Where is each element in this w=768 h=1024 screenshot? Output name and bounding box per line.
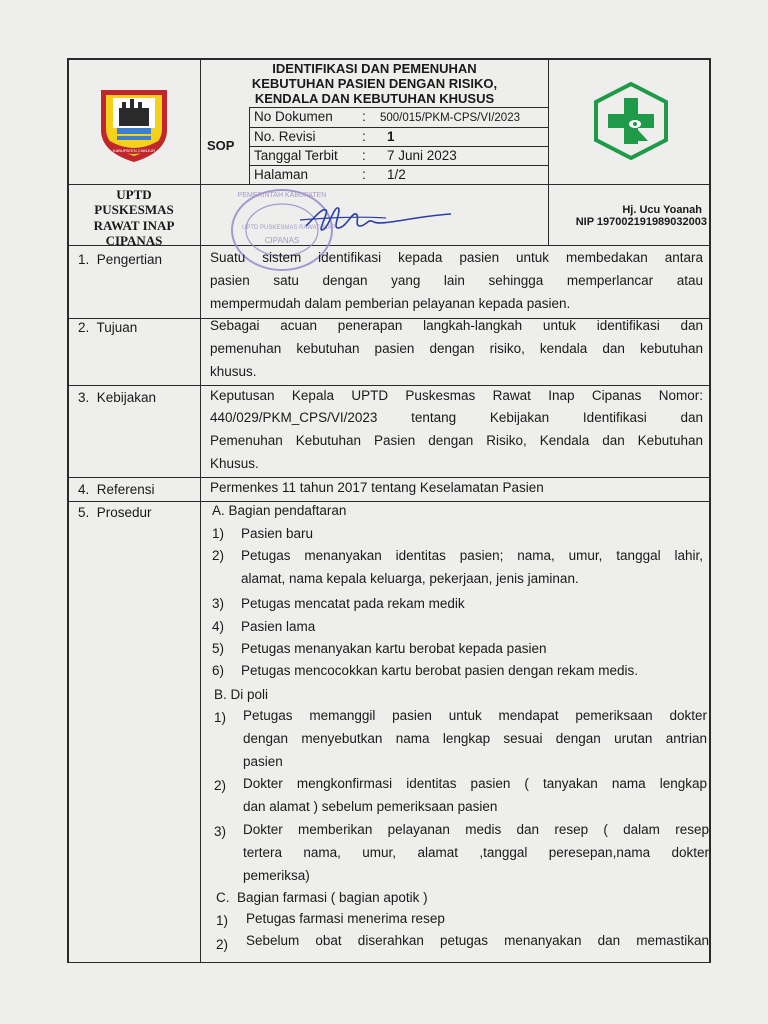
section-label-prosedur: 5. Prosedur (78, 505, 152, 520)
prosedur-b-heading: B. Di poli (214, 687, 269, 702)
section-label-tujuan: 2. Tujuan (78, 320, 138, 335)
prosedur-a-item-3: Petugas mencatat pada rekam medik (241, 596, 465, 611)
document-title-line-2: KEBUTUHAN PASIEN DENGAN RISIKO, (251, 76, 498, 91)
prosedur-a-item-6: Petugas mencocokkan kartu berobat pasien dengan rekam medis. (241, 663, 638, 678)
meta-row-line-1 (249, 127, 548, 128)
prosedur-a-num-3: 3) (212, 596, 225, 611)
prosedur-a-heading: A. Bagian pendaftaran (212, 503, 347, 518)
table-border-top (67, 58, 710, 60)
prosedur-c-item-1: Petugas farmasi menerima resep (246, 911, 445, 926)
org-name-line-3: RAWAT INAP (93, 218, 175, 233)
document-title-line-1: IDENTIFIKASI DAN PEMENUHAN (272, 61, 477, 76)
prosedur-a-item-2-line-1: Petugas menanyakan identitas pasien; nama, umur, tanggal lahir, (241, 548, 703, 563)
prosedur-a-num-4: 4) (212, 619, 225, 634)
prosedur-a-item-4: Pasien lama (241, 619, 316, 634)
meta-sep-tanggal-terbit: : (362, 148, 366, 163)
meta-sep-no-dokumen: : (362, 109, 366, 124)
section-label-kebijakan: 3. Kebijakan (78, 390, 157, 405)
prosedur-b-item-3-line-1: Dokter memberikan pelayanan medis dan resep ( dalam resep (243, 822, 709, 837)
prosedur-a-num-5: 5) (212, 641, 225, 656)
meta-value-no-dokumen: 500/015/PKM-CPS/VI/2023 (380, 112, 520, 124)
meta-label-no-revisi: No. Revisi (254, 129, 316, 144)
table-border-bottom (67, 962, 710, 963)
prosedur-b-item-1-line-2: dengan menyebutkan nama lengkap sesuai dengan urutan antrian (243, 731, 707, 746)
section-label-referensi: 4. Referensi (78, 482, 155, 497)
stamp-text-middle: UPTD PUSKESMAS RAWAT INAP (242, 225, 336, 231)
org-name-line-4: CIPANAS (105, 233, 163, 248)
meta-label-no-dokumen: No Dokumen (254, 109, 333, 124)
prosedur-b-item-3-line-3: pemeriksa) (243, 868, 310, 883)
prosedur-c-num-1: 1) (216, 913, 229, 928)
prosedur-b-item-1-line-1: Petugas memanggil pasien untuk mendapat pemeriksaan dokter (243, 708, 707, 723)
signer-name: Hj. Ucu Yoanah (622, 204, 702, 216)
meta-value-tanggal-terbit: 7 Juni 2023 (387, 148, 457, 163)
referensi-line-1: Permenkes 11 tahun 2017 tentang Keselamatan Pasien (210, 480, 544, 495)
prosedur-b-item-1-line-3: pasien (243, 754, 283, 769)
sop-label: SOP (207, 138, 235, 153)
crest-ribbon-text: KABUPATEN CIANJUR (112, 148, 156, 153)
signature (296, 196, 456, 240)
section-line-3 (67, 477, 710, 478)
document-title-line-3: KENDALA DAN KEBUTUHAN KHUSUS (254, 91, 495, 106)
prosedur-b-num-1: 1) (214, 710, 227, 725)
kebijakan-line-4: Khusus. (210, 456, 259, 471)
pengertian-line-2: pasien satu dengan yang lain sehingga memperlancar atau (210, 273, 703, 288)
label-column-divider (200, 245, 201, 963)
pengertian-line-1: Suatu sistem identifikasi kepada pasien untuk membedakan antara (210, 250, 703, 265)
prosedur-a-item-2-line-2: alamat, nama kepala keluarga, pekerjaan, jenis jaminan. (241, 571, 579, 586)
kebijakan-line-1: Keputusan Kepala UPTD Puskesmas Rawat Inap Cipanas Nomor: (210, 388, 703, 403)
meta-row-line-3 (249, 165, 548, 166)
kebijakan-line-3: Pemenuhan Kebutuhan Pasien dengan Risiko, Kendala dan Kebutuhan (210, 433, 703, 448)
signer-nip: NIP 197002191989032003 (575, 216, 707, 228)
prosedur-c-num-2: 2) (216, 937, 229, 952)
meta-label-tanggal-terbit: Tanggal Terbit (254, 148, 338, 163)
prosedur-b-item-2-line-1: Dokter mengkonfirmasi identitas pasien ( tanyakan nama lengkap (243, 776, 707, 791)
meta-value-no-revisi: 1 (387, 129, 395, 144)
tujuan-line-1: Sebagai acuan penerapan langkah-langkah untuk identifikasi dan (210, 318, 703, 333)
meta-row-line-0 (249, 107, 548, 108)
org-name-line-1: UPTD (116, 187, 152, 202)
prosedur-a-num-1: 1) (212, 526, 225, 541)
prosedur-b-item-2-line-2: dan alamat ) sebelum pemeriksaan pasien (243, 799, 498, 814)
section-label-pengertian: 1. Pengertian (78, 252, 163, 267)
prosedur-a-item-1: Pasien baru (241, 526, 314, 541)
prosedur-c-item-2: Sebelum obat diserahkan petugas menanyakan dan memastikan (246, 933, 709, 948)
section-line-2 (67, 385, 710, 386)
table-border-right (709, 58, 711, 963)
meta-sep-halaman: : (362, 167, 366, 182)
stamp-text-top: PEMERINTAH KABUPATEN (237, 192, 327, 199)
section-line-4 (67, 501, 710, 502)
prosedur-c-heading: C. Bagian farmasi ( bagian apotik ) (216, 890, 428, 905)
tujuan-line-3: khusus. (210, 364, 257, 379)
tujuan-line-2: pemenuhan kebutuhan pasien dengan risiko, kendala dan kebutuhan (210, 341, 703, 356)
meta-sep-no-revisi: : (362, 129, 366, 144)
meta-label-halaman: Halaman (254, 167, 309, 182)
prosedur-b-num-2: 2) (214, 778, 227, 793)
stamp-text-bottom: CIPANAS (264, 236, 300, 245)
meta-row-line-2 (249, 146, 548, 147)
kebijakan-line-2: 440/029/PKM_CPS/VI/2023 tentang Kebijakan Identifikasi dan (210, 410, 703, 425)
org-name-line-2: PUSKESMAS (94, 202, 174, 217)
header-line-1 (67, 184, 710, 185)
regency-crest-logo (97, 86, 171, 164)
pengertian-line-3: mempermudah dalam pemberian pelayanan kepada pasien. (210, 296, 571, 311)
prosedur-b-num-3: 3) (214, 824, 227, 839)
puskesmas-logo (590, 81, 672, 161)
prosedur-a-num-6: 6) (212, 663, 225, 678)
prosedur-a-num-2: 2) (212, 548, 225, 563)
meta-value-halaman: 1/2 (387, 167, 406, 182)
prosedur-a-item-5: Petugas menanyakan kartu berobat kepada pasien (241, 641, 547, 656)
prosedur-b-item-3-line-2: tertera nama, umur, alamat ,tanggal peresepan,nama dokter (243, 845, 709, 860)
